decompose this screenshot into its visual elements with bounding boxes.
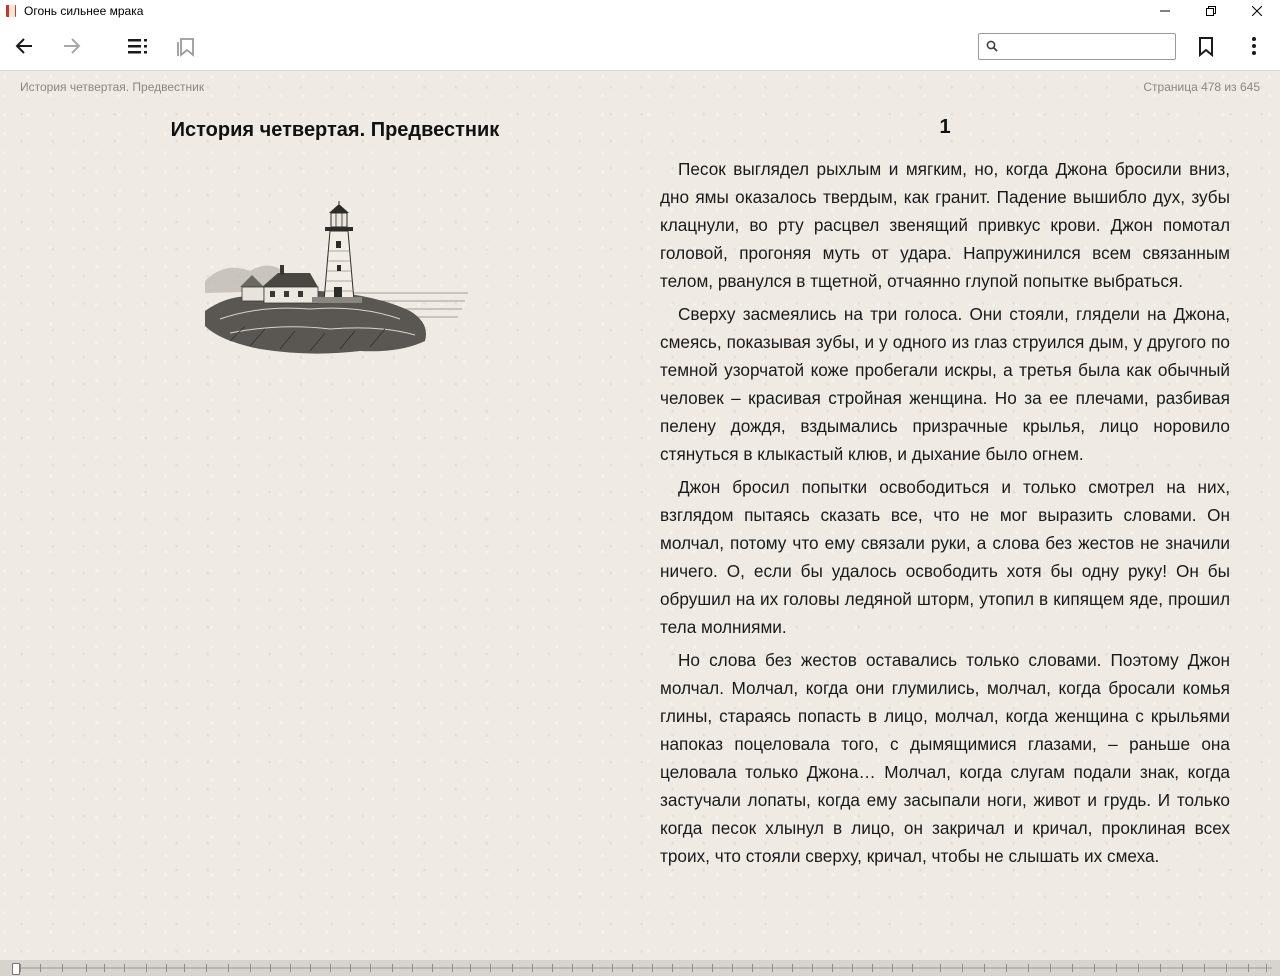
chapter-tick [452, 964, 453, 972]
lighthouse-illustration [200, 201, 470, 361]
chapter-tick [1248, 964, 1249, 972]
close-button[interactable] [1234, 0, 1280, 22]
chapter-tick [1182, 964, 1183, 972]
chapter-tick [552, 964, 553, 972]
chapter-tick [270, 964, 271, 972]
chapter-tick [1226, 964, 1227, 972]
chapter-tick [250, 964, 251, 972]
window-title-bar [0, 0, 1280, 22]
chapter-tick [632, 964, 633, 972]
reader-toolbar [0, 22, 1280, 71]
window-title: Огонь сильнее мрака [24, 4, 144, 18]
chapter-tick [490, 964, 491, 972]
chapter-tick [832, 964, 833, 972]
chapter-tick [62, 964, 63, 972]
paragraph: Но слова без жестов оставались только словами. Поэтому Джон молчал. Молчал, когда они глумились, молчал, когда бросали комья глины, стараясь попасть в лицо, молчал, когда женщина с крыльями напоказ поцеловала того, с дымящимися глазами, – раньше она целовала только Джона… Молчал, когда слугам подали знак, когда застучали лопаты, когда ему засыпали ноги, живот и грудь. И только когда песок хлынул в лицо, он закричал и кричал, проклиная всех троих, что стояли сверху, кричал, чтобы не слышать их смеха. [660, 650, 1230, 866]
minimize-button[interactable] [1142, 0, 1188, 22]
search-field[interactable] [978, 33, 1176, 60]
chapter-title: История четвертая. Предвестник [170, 119, 500, 141]
arrow-left-icon [14, 36, 34, 56]
chapter-tick [912, 964, 913, 972]
chapter-tick [1266, 964, 1267, 972]
chapter-tick [86, 964, 87, 972]
chapter-tick [612, 964, 613, 972]
chapter-tick [732, 964, 733, 972]
more-vertical-icon [1251, 36, 1257, 56]
chapter-tick [146, 964, 147, 972]
bookmark-icon [1196, 35, 1216, 57]
search-icon [986, 40, 998, 52]
chapter-tick [1094, 964, 1095, 972]
progress-thumb[interactable] [12, 963, 20, 975]
progress-track[interactable] [12, 967, 1272, 969]
chapter-tick [432, 964, 433, 972]
chapter-tick [852, 964, 853, 972]
chapter-tick [104, 964, 105, 972]
chapter-tick [652, 964, 653, 972]
more-menu-button[interactable] [1234, 22, 1274, 70]
chapter-tick [772, 964, 773, 972]
chapter-tick [310, 964, 311, 972]
chapter-tick [1204, 964, 1205, 972]
chapter-tick [1138, 964, 1139, 972]
running-head: История четвертая. Предвестник [20, 80, 205, 94]
minimize-icon [1160, 6, 1170, 16]
page-progress-slider[interactable] [0, 960, 1280, 976]
arrow-right-icon [62, 36, 82, 56]
table-of-contents-button[interactable] [118, 22, 158, 70]
bookmarks-list-button[interactable] [166, 22, 206, 70]
chapter-tick [872, 964, 873, 972]
bookmarks-icon [175, 35, 197, 57]
chapter-tick [370, 964, 371, 972]
chapter-tick [532, 964, 533, 972]
chapter-tick [592, 964, 593, 972]
chapter-tick [40, 964, 41, 972]
restore-button[interactable] [1188, 0, 1234, 22]
reading-area[interactable] [0, 71, 1280, 960]
chapter-tick [984, 964, 985, 972]
chapter-tick [572, 964, 573, 972]
close-icon [1252, 6, 1262, 16]
chapter-tick [1050, 964, 1051, 972]
forward-button[interactable] [52, 22, 92, 70]
chapter-tick [892, 964, 893, 972]
chapter-tick [166, 964, 167, 972]
chapter-tick [712, 964, 713, 972]
chapter-tick [350, 964, 351, 972]
chapter-tick [672, 964, 673, 972]
chapter-tick [940, 964, 941, 972]
contents-list-icon [127, 36, 149, 56]
chapter-tick [124, 964, 125, 972]
chapter-tick [184, 964, 185, 972]
chapter-tick [412, 964, 413, 972]
chapter-tick [1028, 964, 1029, 972]
app-book-icon [6, 4, 18, 18]
chapter-tick [392, 964, 393, 972]
restore-icon [1206, 6, 1216, 16]
chapter-tick [512, 964, 513, 972]
chapter-tick [206, 964, 207, 972]
chapter-tick [1116, 964, 1117, 972]
chapter-tick [692, 964, 693, 972]
chapter-number: 1 [939, 116, 951, 138]
back-button[interactable] [4, 22, 44, 70]
chapter-tick [1072, 964, 1073, 972]
chapter-tick [470, 964, 471, 972]
page-counter: Страница 478 из 645 [1143, 80, 1260, 94]
chapter-text [660, 155, 1230, 875]
add-bookmark-button[interactable] [1186, 22, 1226, 70]
chapter-tick [228, 964, 229, 972]
window-controls [1142, 0, 1280, 22]
chapter-tick [812, 964, 813, 972]
search-input[interactable] [1003, 36, 1173, 57]
chapter-tick [1006, 964, 1007, 972]
paragraph: Сверху засмеялись на три голоса. Они стояли, глядели на Джона, смеясь, показывая зубы, и у одного из глаз струился дым, у другого по темной узорчатой коже пробегали искры, а третья была как обычный человек – красивая стройная женщина. Но за ее плечами, разбивая пелену дождя, вздымались призрачные крылья, лицо норовило стянуться в клыкастый клюв, и дыхание было огнем. [660, 304, 1230, 464]
chapter-tick [1160, 964, 1161, 972]
chapter-tick [792, 964, 793, 972]
chapter-tick [962, 964, 963, 972]
paragraph: Джон бросил попытки освободиться и только смотрел на них, взглядом пытаясь сказать все, что не мог выразить словами. Он молчал, потому что ему связали руки, а слова без жестов не значили ничего. О, если бы удалось освободить хотя бы одну руку! Он бы обрушил на их головы ледяной шторм, утопил в кипящем яде, прошил тела молниями. [660, 477, 1230, 637]
chapter-tick [752, 964, 753, 972]
chapter-tick [290, 964, 291, 972]
chapter-tick [20, 964, 21, 972]
chapter-tick [330, 964, 331, 972]
paragraph: Песок выглядел рыхлым и мягким, но, когда Джона бросили вниз, дно ямы оказалось твердым, как гранит. Падение вышибло дух, зубы клацнули, во рту расцвел звенящий привкус крови. Джон помотал головой, прогоняя муть от удара. Напружинился всем связанным телом, рванулся в тщетной, отчаянно глупой попытке выбраться. [660, 159, 1230, 291]
